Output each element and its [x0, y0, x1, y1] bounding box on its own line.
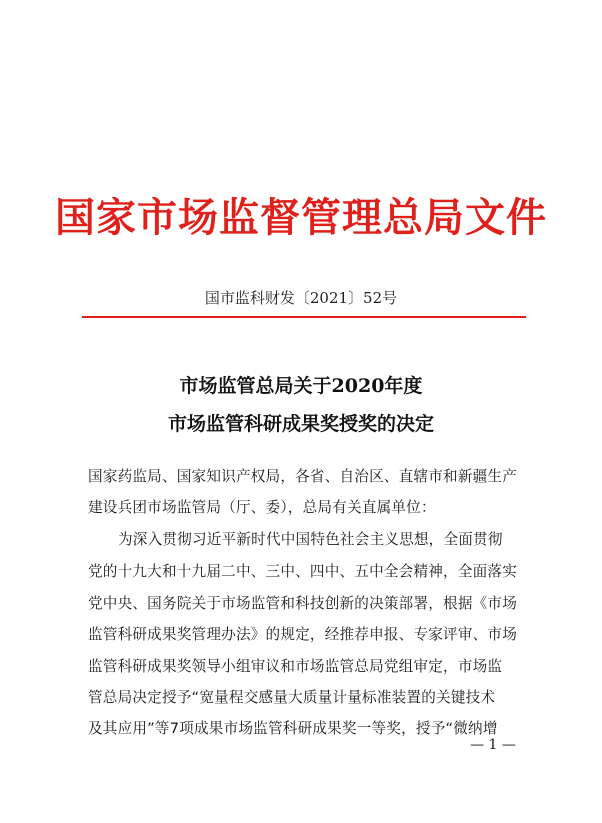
body-line: 党中央、国务院关于市场监管和科技创新的决策部署，根据《市场: [88, 595, 518, 612]
body-line: 监管科研成果奖管理办法》的规定，经推荐申报、专家评审、市场: [88, 626, 518, 643]
body-line: 国家药监局、国家知识产权局，各省、自治区、直辖市和新疆生产: [88, 468, 518, 485]
page-number: — 1 —: [470, 737, 516, 753]
body-line: 及其应用”等7项成果市场监管科研成果奖一等奖，授予“微纳增: [88, 720, 498, 737]
body-line: 为深入贯彻习近平新时代中国特色社会主义思想，全面贯彻: [118, 531, 503, 548]
decision-title-line-1: 市场监管总局关于2020年度: [179, 375, 423, 397]
decision-title-line-2: 市场监管科研成果奖授奖的决定: [167, 413, 434, 435]
document-header-title: 国家市场监督管理总局文件: [55, 194, 547, 241]
document-number: 国市监科财发〔2021〕52号: [204, 289, 398, 307]
body-line: 党的十九大和十九届二中、三中、四中、五中全会精神，全面落实: [88, 563, 518, 580]
body-line: 管总局决定授予“宽量程交感量大质量计量标准装置的关键技术: [88, 689, 496, 706]
body-line: 建设兵团市场监管局（厅、委），总局有关直属单位：: [88, 499, 436, 516]
red-divider-line: [82, 316, 526, 318]
body-line: 监管科研成果奖领导小组审议和市场监管总局党组审定，市场监: [88, 658, 503, 675]
